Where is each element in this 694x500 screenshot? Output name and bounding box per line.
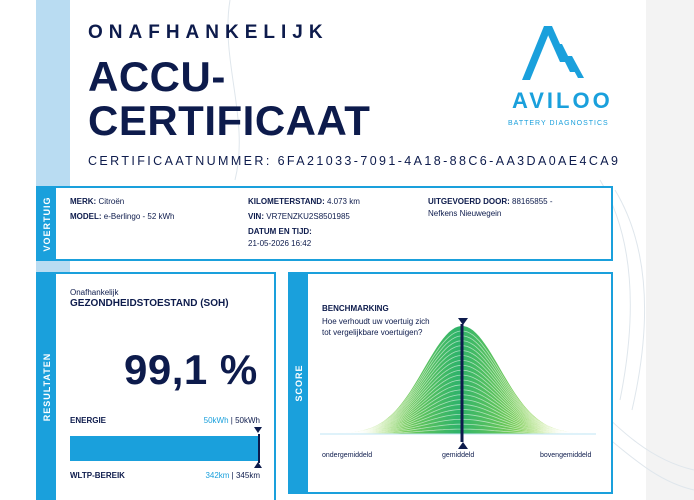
performed-field xyxy=(428,197,553,207)
overline-text: ONAFHANKELIJK xyxy=(88,22,329,43)
range-label: WLTP-BEREIK xyxy=(70,471,125,480)
score-tab-label: SCORE xyxy=(294,364,304,402)
title-line-2: CERTIFICAAT xyxy=(88,97,371,144)
logo-wordmark: AVILOO xyxy=(512,88,613,113)
range-separator: | xyxy=(229,471,236,480)
aviloo-chevron-logo-icon xyxy=(522,22,592,82)
benchmarking-heading: BENCHMARKING xyxy=(322,304,389,313)
vin-label: VIN: xyxy=(248,212,264,221)
mileage-value: 4.073 km xyxy=(326,197,360,206)
performed-label: UITGEVOERD DOOR: xyxy=(428,197,510,206)
score-tab xyxy=(290,274,308,492)
soh-bar-fill xyxy=(70,436,258,461)
range-marker-icon xyxy=(254,462,262,468)
vehicle-panel xyxy=(36,186,613,261)
axis-label-high: bovengemiddeld xyxy=(540,452,592,459)
mileage-label: KILOMETERSTAND: xyxy=(248,197,325,206)
aviloo-logo xyxy=(506,22,616,127)
energy-nominal: 50kWh xyxy=(235,416,260,425)
vehicle-tab-label: VOERTUIG xyxy=(42,195,52,252)
datetime-field xyxy=(248,227,312,237)
bell-curve-bands xyxy=(320,326,596,434)
energy-separator: | xyxy=(228,416,236,425)
results-tab xyxy=(38,274,56,500)
benchmark-top-marker-icon xyxy=(458,318,468,325)
performed-value-2: Nefkens Nieuwegein xyxy=(428,209,502,218)
page-title xyxy=(88,55,370,143)
datetime-value: 21-05-2026 16:42 xyxy=(248,239,312,248)
vehicle-tab xyxy=(38,188,56,259)
model-label: MODEL: xyxy=(70,212,102,221)
performed-value-1: 88165855 - xyxy=(512,197,553,206)
axis-label-mid: gemiddeld xyxy=(442,452,475,459)
results-small-label: Onafhankelijk xyxy=(70,288,119,297)
range-measured: 342km xyxy=(205,471,230,480)
energy-marker-icon xyxy=(254,427,262,433)
soh-bar-end xyxy=(258,434,260,463)
certificate-number: CERTIFICAATNUMMER: 6FA21033-7091-4A18-88C6-AA3DA0AE4CA9 xyxy=(88,154,621,168)
title-line-1: ACCU- xyxy=(88,53,226,100)
brand-value: Citroën xyxy=(98,197,125,206)
soh-value: 99,1 % xyxy=(124,346,258,393)
soh-heading: GEZONDHEIDSTOESTAND (SOH) xyxy=(70,298,229,309)
energy-label: ENERGIE xyxy=(70,416,107,425)
soh-bar xyxy=(70,436,260,461)
benchmarking-question: Hoe verhoudt uw voertuig zich tot vergelijkbare voertuigen? xyxy=(322,317,430,337)
vin-field xyxy=(248,212,350,222)
brand-field xyxy=(70,197,124,207)
range-nominal: 345km xyxy=(235,471,260,480)
results-panel xyxy=(36,272,276,500)
mileage-field xyxy=(248,197,360,207)
model-field xyxy=(70,212,175,222)
datetime-label: DATUM EN TIJD: xyxy=(248,227,312,236)
model-value: e-Berlingo - 52 kWh xyxy=(103,212,175,221)
range-values xyxy=(205,471,260,480)
logo-tagline: BATTERY DIAGNOSTICS xyxy=(508,120,609,127)
benchmark-bottom-marker-icon xyxy=(458,442,468,449)
brand-label: MERK: xyxy=(70,197,97,206)
energy-values xyxy=(204,416,260,425)
axis-label-low: ondergemiddeld xyxy=(322,452,373,459)
results-tab-label: RESULTATEN xyxy=(42,352,52,422)
vin-value: VR7ENZKU2S8501985 xyxy=(266,212,350,221)
score-panel xyxy=(288,272,613,494)
energy-measured: 50kWh xyxy=(203,416,229,425)
